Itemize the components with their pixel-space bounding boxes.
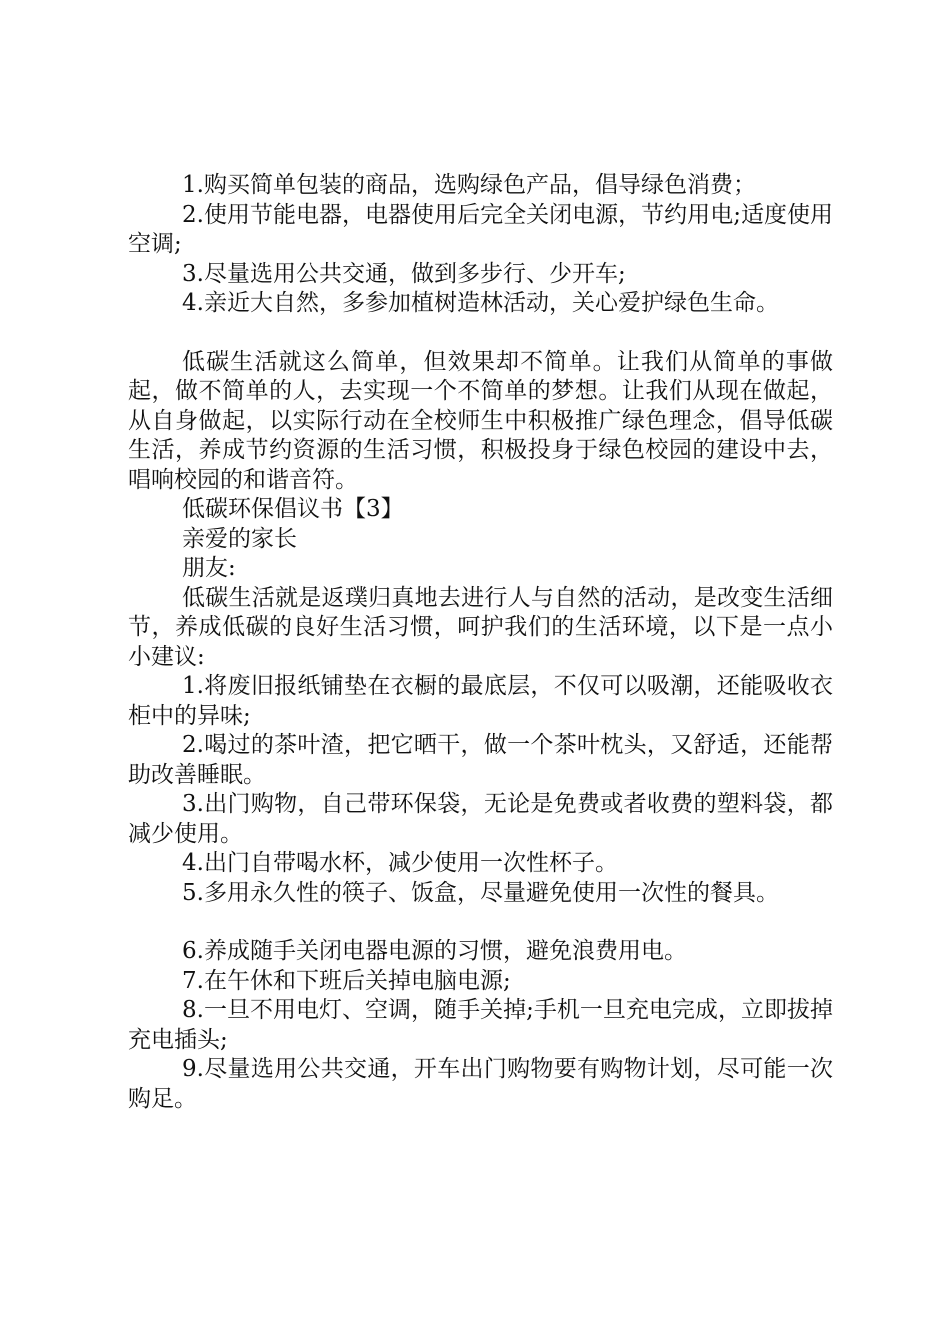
suggestion-6: 6.养成随手关闭电器电源的习惯，避免浪费用电。 (182, 938, 687, 964)
body-paragraph: 低碳生活就这么简单，但效果却不简单。让我们从简单的事做起，做不简单的人，去实现一个不简单的梦想。让我们从现在做起，从自身做起，以实际行动在全校师生中积极推广绿色理念，倡导低碳生活，养成节约资源的生活习惯，积极投身于绿色校园的建设中去，唱响校园的和谐音符。 (128, 348, 833, 493)
suggestion-9: 9.尽量选用公共交通，开车出门购物要有购物计划，尽可能一次购足。 (128, 1056, 833, 1112)
suggestion-3: 3.出门购物，自己带环保袋，无论是免费或者收费的塑料袋，都减少使用。 (128, 791, 833, 847)
suggestion-7: 7.在午休和下班后关掉电脑电源; (182, 967, 511, 994)
document-page (128, 171, 833, 1114)
suggestion-4: 4.出门自带喝水杯，减少使用一次性杯子。 (182, 850, 618, 876)
suggestion-8: 8.一旦不用电灯、空调，随手关掉;手机一旦充电完成，立即拔掉充电插头; (128, 997, 833, 1053)
suggestion-5: 5.多用永久性的筷子、饭盒，尽量避免使用一次性的餐具。 (182, 879, 779, 906)
list-item-3: 3.尽量选用公共交通，做到多步行、少开车; (182, 260, 626, 287)
section-title: 低碳环保倡议书【3】 (182, 496, 404, 522)
intro-paragraph: 低碳生活就是返璞归真地去进行人与自然的活动，是改变生活细节，养成低碳的良好生活习惯，呵护我们的生活环境，以下是一点小小建议: (128, 584, 833, 670)
list-item-4: 4.亲近大自然，多参加植树造林活动，关心爱护绿色生命。 (182, 290, 779, 316)
list-item-2: 2.使用节能电器，电器使用后完全关闭电源，节约用电;适度使用空调; (128, 201, 833, 257)
paragraph-gap (128, 908, 833, 937)
suggestion-1: 1.将废旧报纸铺垫在衣橱的最底层，不仅可以吸潮，还能吸收衣柜中的异味; (128, 673, 833, 729)
salutation-line-2: 朋友: (182, 555, 236, 581)
paragraph-gap (128, 319, 833, 348)
salutation-line-1: 亲爱的家长 (182, 525, 297, 552)
list-item-1: 1.购买简单包装的商品，选购绿色产品，倡导绿色消费； (182, 172, 756, 198)
suggestion-2: 2.喝过的茶叶渣，把它晒干，做一个茶叶枕头，又舒适，还能帮助改善睡眠。 (128, 732, 833, 788)
